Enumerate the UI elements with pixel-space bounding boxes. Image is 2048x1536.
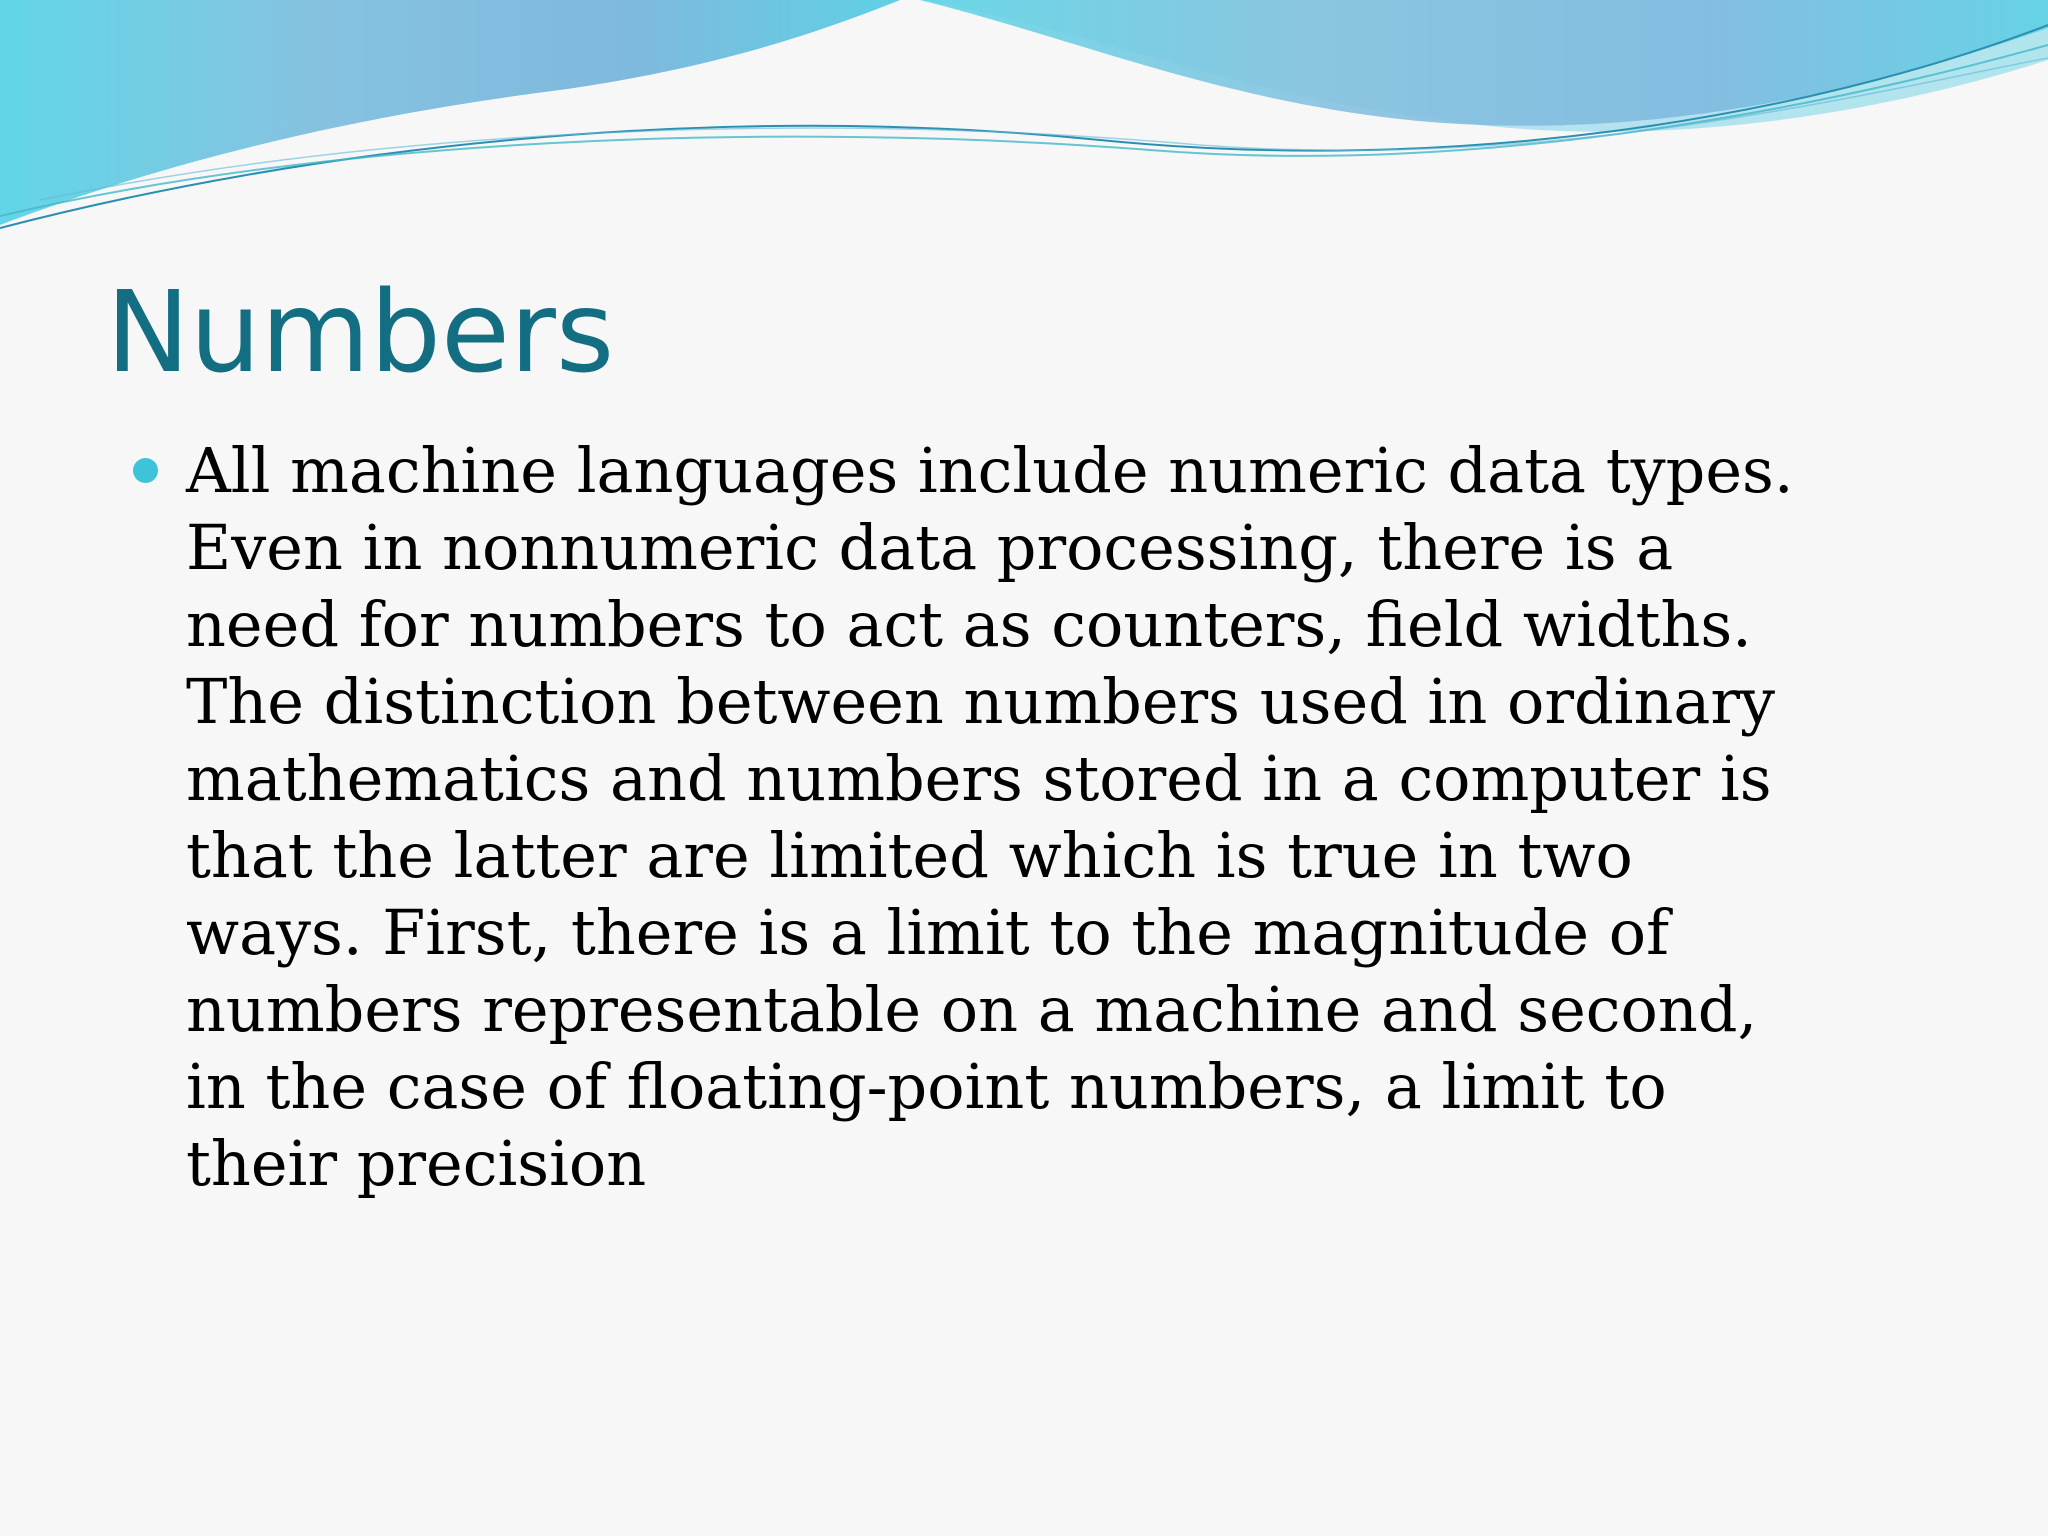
bullet-dot-icon [133,458,158,483]
slide-title: Numbers [106,268,615,398]
header-wave-decoration [0,0,2048,240]
bullet-text-line: All machine languages include numeric data types. [186,434,1794,507]
bullet-list [128,432,1928,1202]
bullet-text-line: Even in nonnumeric data processing, there is a [186,511,1674,584]
bullet-text-line: numbers representable on a machine and second, [186,973,1758,1046]
bullet-text-line: need for numbers to act as counters, field widths. [186,588,1752,661]
bullet-text-line: ways. First, there is a limit to the magnitude of [186,896,1670,969]
bullet-text-line: mathematics and numbers stored in a computer is [186,742,1772,815]
bullet-text-line: in the case of floating-point numbers, a limit to [186,1050,1667,1123]
bullet-item [128,432,1928,1202]
bullet-text-line: that the latter are limited which is true in two [186,819,1633,892]
bullet-text-line: their precision [186,1127,647,1200]
bullet-text-line: The distinction between numbers used in ordinary [186,665,1776,738]
